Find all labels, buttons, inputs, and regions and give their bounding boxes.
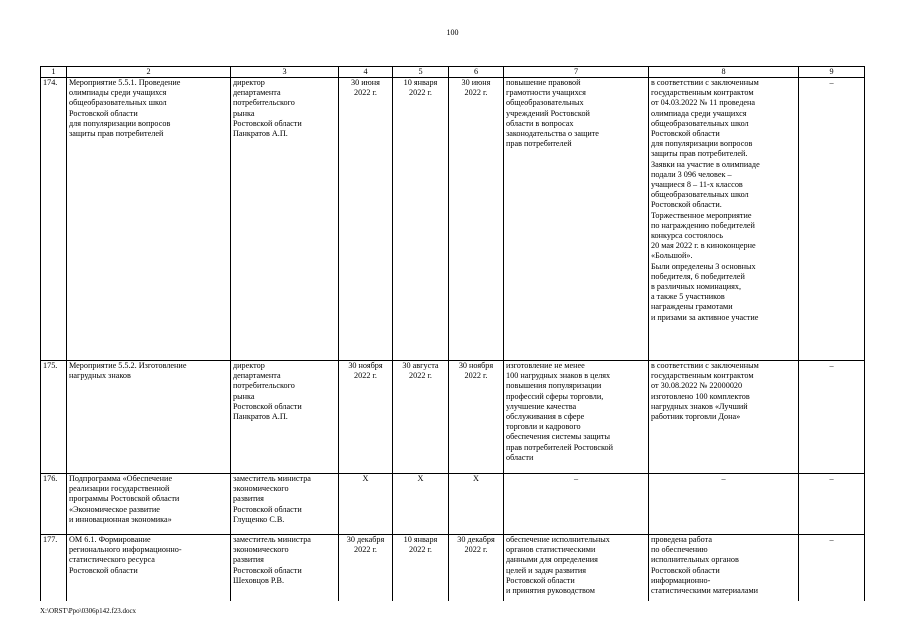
- table-row: [41, 78, 865, 361]
- table-row: [41, 535, 865, 602]
- column-header: 5: [393, 67, 449, 78]
- report-table: [40, 66, 865, 601]
- responsible-executor: заместитель министра экономического развития Ростовской области Глущенко С.В.: [231, 474, 339, 535]
- actual-result: проведена работа по обеспечению исполнительных органов Ростовской области информационно- статистическими материалами: [649, 535, 799, 602]
- actual-end-date: 30 июня 2022 г.: [449, 78, 504, 361]
- column-header: 6: [449, 67, 504, 78]
- actual-result: в соответствии с заключенным государственным контрактом от 30.08.2022 № 22000020 изготовлено 100 комплектов нагрудных знаков «Лучший работник торговли Дона»: [649, 361, 799, 474]
- page-number: 100: [446, 28, 459, 37]
- expected-result: повышение правовой грамотности учащихся общеобразовательных учреждений Ростовской области в вопросах законодательства о защите прав потребителей: [504, 78, 649, 361]
- expected-result: –: [504, 474, 649, 535]
- actual-start-date: 10 января 2022 г.: [393, 535, 449, 602]
- activity-name: Мероприятие 5.5.2. Изготовление нагрудных знаков: [67, 361, 231, 474]
- row-note: –: [799, 78, 865, 361]
- row-note: –: [799, 361, 865, 474]
- column-header: 3: [231, 67, 339, 78]
- activity-name: Подпрограмма «Обеспечение реализации государственной программы Ростовской области «Экономическое развитие и инновационная экономика»: [67, 474, 231, 535]
- table-row: [41, 361, 865, 474]
- expected-result: изготовление не менее 100 нагрудных знаков в целях повышения популяризации профессий сферы торговли, улучшение качества обслуживания в сфере торговли и кадрового обеспечения системы защиты прав потребителей Ростовской области: [504, 361, 649, 474]
- column-header: 2: [67, 67, 231, 78]
- planned-end-date: Х: [339, 474, 393, 535]
- column-header: 4: [339, 67, 393, 78]
- row-number: 175.: [41, 361, 67, 474]
- column-header: 8: [649, 67, 799, 78]
- planned-end-date: 30 декабря 2022 г.: [339, 535, 393, 602]
- expected-result: обеспечение исполнительных органов статистическими данными для определения целей и задач развития Ростовской области и принятия руководством: [504, 535, 649, 602]
- planned-end-date: 30 ноября 2022 г.: [339, 361, 393, 474]
- actual-start-date: Х: [393, 474, 449, 535]
- column-header: 7: [504, 67, 649, 78]
- table-row: [41, 474, 865, 535]
- row-note: –: [799, 535, 865, 602]
- actual-start-date: 10 января 2022 г.: [393, 78, 449, 361]
- file-path-footer: X:\ORST\Ppo\0306p142.f23.docx: [40, 607, 137, 615]
- actual-start-date: 30 августа 2022 г.: [393, 361, 449, 474]
- actual-end-date: Х: [449, 474, 504, 535]
- row-number: 177.: [41, 535, 67, 602]
- responsible-executor: заместитель министра экономического развития Ростовской области Шеховцов Р.В.: [231, 535, 339, 602]
- actual-result: –: [649, 474, 799, 535]
- actual-end-date: 30 декабря 2022 г.: [449, 535, 504, 602]
- activity-name: Мероприятие 5.5.1. Проведение олимпиады среди учащихся общеобразовательных школ Ростовской области для популяризации вопросов защиты прав потребителей: [67, 78, 231, 361]
- row-number: 174.: [41, 78, 67, 361]
- column-header: 9: [799, 67, 865, 78]
- planned-end-date: 30 июня 2022 г.: [339, 78, 393, 361]
- actual-result: в соответствии с заключенным государственным контрактом от 04.03.2022 № 11 проведена олимпиада среди учащихся общеобразовательных школ Ростовской области для популяризации вопросов защиты прав потребителей. Заявки на участие в олимпиаде подали 3 096 человек – учащиеся 8 – 11-х классов общеобразовательных школ Ростовской области. Торжественное мероприятие по награждению победителей конкурса состоялось 20 мая 2022 г. в киноконцерне «Большой». Были определены 3 основных победителя, 6 победителей в различных номинациях, а также 5 участников награждены грамотами и призами за активное участие: [649, 78, 799, 361]
- row-number: 176.: [41, 474, 67, 535]
- table-header-row: [41, 67, 865, 78]
- actual-end-date: 30 ноября 2022 г.: [449, 361, 504, 474]
- column-header: 1: [41, 67, 67, 78]
- activity-name: ОМ 6.1. Формирование регионального информационно- статистического ресурса Ростовской области: [67, 535, 231, 602]
- responsible-executor: директор департамента потребительского рынка Ростовской области Панкратов А.П.: [231, 361, 339, 474]
- row-note: –: [799, 474, 865, 535]
- responsible-executor: директор департамента потребительского рынка Ростовской области Панкратов А.П.: [231, 78, 339, 361]
